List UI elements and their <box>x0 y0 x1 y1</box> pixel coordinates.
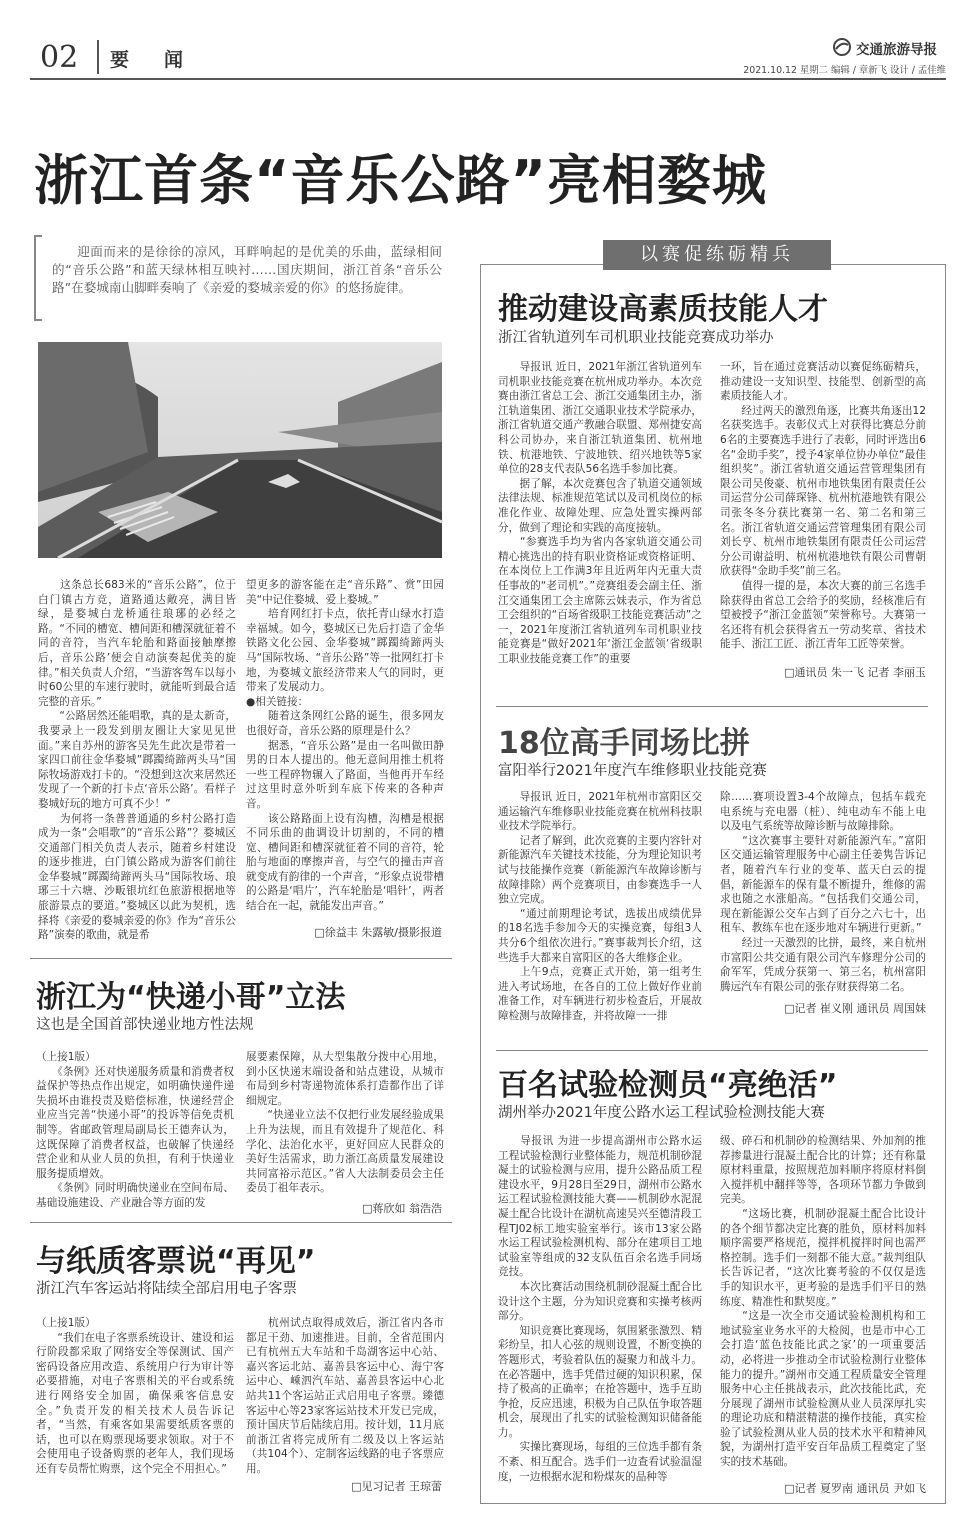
story2-column-2: 展要素保障，从大型集散分拨中心用地，到小区快递末端设备和站点建设，从城市布局到乡村寄递物流体系打造都作出了详细规定。 “快递业立法不仅把行业发展经验成果上升为法规，而且有效提升了规范化、科学化、法治化水平，更好回应人民群众的美好生活需求，助力浙江高质量发展建设共同富裕示范区。”省人大法制委员会主任委员丁祖年表示。 <box>246 1051 444 1195</box>
a1-column-2: 一环，旨在通过竞赛活动以赛促练砺精兵，推动建设一支知识型、技能型、创新型的高素质技能人才。 经过两天的激烈角逐，比赛共角逐出12名获奖选手。表彰仪式上对获得比赛总分前6名的主要赛选手进行了表彰，同时评选出6名“金助手奖”，授予4家单位协办单位“最佳组织奖”。浙江省轨道交通运营管理集团有限公司吴俊豪、杭州市地铁集团有限责任公司运营分公司薛琛锋、杭州杭港地铁有限公司张冬冬分获比赛第一名、第二名和第三名。浙江省轨道交通运营管理集团有限公司刘长亨、杭州市地铁集团有限责任公司运营分公司谢益明、杭州杭港地铁有限公司曹朝欣获得“金助手奖”前三名。 值得一提的是，本次大赛的前三名选手除获得由省总工会给予的奖励，经核准后有望被授予“浙江金蓝领”荣誉称号。大赛第一名还将有机会获得省五一劳动奖章、省技术能手、浙江工匠、浙江青年工匠等荣誉。 <box>720 361 926 651</box>
a3-column-1: 导报讯 为进一步提高湖州市公路水运工程试验检测行业整体能力，规范机制砂混凝土的试验检测与应用，提升公路品质工程建设水平，9月28日至29日，湖州市公路水运工程试验检测技能大赛——机制砂水泥混凝土配合比设计在湖杭高速吴兴至德清段工程TJ02标工地实验室举行。该市13家公路水运工程试验检测机构、部分在建项目工地试验室等组成的32支队伍百余名选手同场竞技。 本次比赛活动围绕机制砂混凝土配合比设计这个主题，分为知识竞赛和实操考核两部分。 知识竞赛比赛现场，氛围紧张激烈、精彩纷呈，扣人心弦的规则设置，不断变换的答题形式，考验着队伍的凝聚力和战斗力。在必答题中，选手凭借过硬的知识积累，保持了极高的正确率；在抢答题中，选手互助争抢，反应迅速，积极为自己队伍争取答题机会，展现出了扎实的试验检测知识储备能力。 实操比赛现场，每组的三位选手都有条不紊、相互配合。选手们一边查看试验温湿度，一边根据水泥和粉煤灰的品种等 <box>498 1135 702 1483</box>
story2-title: 浙江为“快递小哥”立法 <box>36 980 346 1015</box>
story1-title: 浙江首条“音乐公路”亮相婺城 <box>34 149 767 212</box>
a2-credit: □记者 崔义刚 通讯员 周国妹 <box>784 1002 926 1015</box>
section-name: 要 闻 <box>110 49 192 71</box>
page-number: 02 <box>40 40 79 75</box>
story2-column-1: （上接1版） 《条例》还对快递服务质量和消费者权益保护等热点作出规定，如明确快递件递失损坏由谁投责及赔偿标准，快递经营企业应当完善“快递小哥”的投诉等信免责机制等。省邮政管理局副局长王德奔认为，这既保障了消费者权益，也破解了快递经营企业和从业人员的负担，有利于快递业服务提质增效。 《条例》同时明确快递业在空间布局、基础设施建设、产业融合等方面的发 <box>36 1051 234 1209</box>
panel-banner-text: 以赛促练砺精兵 <box>640 244 794 265</box>
header-rule <box>30 78 946 80</box>
story1-column-2: 望更多的游客能在走“音乐路”、赏”田园美“中记住婺城、爱上婺城。” 培育网红打卡点，依托青山绿水打造幸福城。如今，婺城区已先后打造了金华铁路文化公园、金华婺城”踯躅绮蹄两头马“国际牧场、“音乐公路”等一批网红打卡地，为婺城文旅经济带来人气的同时，更带来了发展动力。 ●相关链接： 随着这条网红公路的诞生，很多网友也很好奇，音乐公路的原理是什么？ 据悉，“音乐公路”是由一名叫做田静男的日本人提出的。他无意间用推土机将一些工程碎物辗入了路面，当他再开车经过这里时意外听到车底下传来的各种声音。 该公路路面上设有沟槽，沟槽是根据不同乐曲的曲调设计切割的，不同的槽宽、槽间距和槽深就征着不同的音符，轮胎与地面的摩擦声音，与空气的撞击声音就变成有韵律的一个声音，“形象点说带槽的公路是‘唱片’，汽车轮胎是‘唱针’，两者结合在一起，就能发出声音。” <box>246 579 444 913</box>
a3-column-2: 级、碎石和机制砂的检测结果、外加剂的推荐掺量进行混凝土配合比的计算；还有称量原材料重量，按照规范加料顺序将原材料倒入搅拌机中翻拌等等，各项环节都力争做到完美。 “这场比赛，机制砂混凝土配合比设计的各个细节都决定比赛的胜负，原材料加料顺序需要严格规范，搅拌机搅拌时间也需严格控制。选手们一刻都不能大意。”裁判组队长告诉记者，“这次比赛考验的不仅仅是选手的知识水平，更考验的是选手们平日的熟练度、精准性和默契度。” “这是一次全市交通试验检测机构和工地试验室业务水平的大检阅，也是市中心工会打造‘蓝色技能比武之家’的一项重要活动，必将进一步推动全市试验检测行业整体能力的提升。”湖州市交通工程质量安全管理服务中心主任挑战表示，此次技能比武，充分展现了湖州市试验检测从业人员深厚扎实的理论功底和精湛精湛的操作技能，真实检验了试验检测从业人员的技术水平和精神风貌，为湖州打造平安百年品质工程奠定了坚实的技术基础。 <box>720 1135 926 1469</box>
paper-logo <box>832 37 942 59</box>
a1-column-1: 导报讯 近日，2021年浙江省轨道列车司机职业技能竞赛在杭州成功举办。本次竞赛由浙江省总工会、浙江交通集团主办，浙江轨道集团、浙江交通职业技术学院承办，浙江省轨道交通产教融合联盟、郑州捷安高科公司协办，来自浙江轨道集团、杭州地铁、杭港地铁、宁波地铁、绍兴地铁等5家单位的28支代表队56名选手参加比赛。 据了解，本次竞赛包含了轨道交通领域法律法规、标准规范笔试以及司机岗位的标准化作业、故障处理、应急处置实操两部分，做到了理论和实践的高度接轨。 “参赛选手均为省内各家轨道交通公司精心挑选出的持有职业资格证或资格证明、在本岗位上工作满3年且近两年内无重大责任事故的“老司机”。”竞赛组委会副主任、浙江交通集团工会主席陈云妹表示，作为省总工会组织的“百场省级职工技能竞赛活动”之一，2021年度浙江省轨道列车司机职业技能竞赛是“做好2021年‘浙江金蓝领’省级职工职业技能竞赛工作”的重要 <box>498 361 702 665</box>
story3-column-1: （上接1版） “我们在电子客票系统设计、建设和运行阶段都采取了网络安全等保测试、国产密码设备应用改造、系统用户行为审计等必要措施，对电子客票相关的平台或系统进行网络安全加固，确保乘客信息安全。”负责开发的相关技术人员告诉记者，“当然，有乘客如果需要纸质客票的话，也可以在购票现场要求领取。对于不会使用电子设备购票的老年人，我们现场还有专员帮忙购票，这个完全不用担心。” <box>36 1317 234 1475</box>
story2-top-rule <box>30 958 452 959</box>
a1-subtitle: 浙江省轨道列车司机职业技能竞赛成功举办 <box>498 330 774 346</box>
a2-column-1: 导报讯 近日，2021年杭州市富阳区交通运输汽车维修职业技能竞赛在杭州科技职业技术学院举行。 记者了解到，此次竞赛的主要内容针对新能源汽车关键技术技能，分为理论知识考试与技能操作竞赛（新能源汽车故障诊断与故障排除）两个竞赛项目，由参赛选手一人独立完成。 “通过前期理论考试，选拔出成绩优异的18名选手参加今天的实操竞赛，每组3人共分6个组依次进行。”赛事裁判长介绍，这些选手大都来自富阳区的各大维修企业。 上午9点，竞赛正式开始，第一组考生进入考试场地，在各自的工位上做好作业前准备工作，对车辆进行初步检查后，开展故障检测与故障排查，并将故障一一排 <box>498 791 702 1022</box>
a2-column-2: 除……赛项设置3-4个故障点，包括车载充电系统与充电器（桩）、纯电动车不能上电以及电气系统等故障诊断与故障排除。 “这次赛事主要针对新能源汽车。”富阳区交通运输管理服务中心副主任姜隽告诉记者，随着汽车行业的变革、蓝天白云的提倡，新能源车的保有量不断提升，维修的需求也随之水涨船高。“包括我们交通公司，现在新能源公交车占到了百分之六七十，出租车、教练车也在逐步地对车辆进行更新。” 经过一天激烈的比拼，最终，来自杭州市富阳公共交通有限公司汽车修理分公司的俞军军，凭成分获第一、第三名，杭州富阳腾远汽车有限公司的张存财获得第二名。 <box>720 791 926 993</box>
a3-title: 百名试验检测员“亮绝活” <box>498 1068 838 1103</box>
story1-credit: □徐益丰 朱露敏/摄影报道 <box>314 926 442 939</box>
paper-name: 交通旅游导报 <box>856 42 937 58</box>
a1-title: 推动建设高素质技能人才 <box>498 292 828 327</box>
road-photo <box>38 342 442 558</box>
a2-top-rule <box>496 706 928 707</box>
story3-subtitle: 浙江汽车客运站将陆续全部启用电子客票 <box>36 1281 297 1297</box>
story3-title: 与纸质客票说“再见” <box>36 1244 316 1279</box>
story2-subtitle: 这也是全国首部快递业地方性法规 <box>36 1017 254 1033</box>
a2-subtitle: 富阳举行2021年度汽车维修职业技能竞赛 <box>498 763 767 779</box>
story1-lead: 迎面而来的是徐徐的凉风，耳畔响起的是优美的乐曲，蓝绿相间的“音乐公路”和蓝天绿林相互映衬……国庆期间，浙江首条“音乐公路”在婺城南山脚畔奏响了《亲爱的婺城亲爱的你》的悠扬旋律。 <box>52 244 442 295</box>
lead-bracket <box>34 235 42 321</box>
story3-top-rule <box>30 1222 452 1223</box>
a2-title: 18位高手同场比拼 <box>498 726 750 761</box>
a3-credit: □记者 夏罗南 通讯员 尹如飞 <box>784 1482 926 1495</box>
a1-credit: □通讯员 朱一飞 记者 李丽玉 <box>784 666 926 679</box>
story3-credit: □见习记者 王琼蕾 <box>351 1480 442 1493</box>
story2-credit: □蒋欣如 翁浩浩 <box>362 1202 442 1215</box>
story1-column-1: 这条总长683米的“音乐公路”，位于白门镇古方竞，道路通达敞亮，满目皆绿，是婺城白龙桥通往琅琊的必经之路。“不同的槽宽、槽间距和槽深就征着不同的音符，当汽车轮胎和路面接触摩擦后，音乐公路’便会自动演奏起优美的旋律。”相关负责人介绍，“当游客驾车以每小时60公里的车速行驶时，就能听到最合适完整的音乐。” “公路居然还能唱歌，真的是太新奇，我要录上一段发到朋友圈让大家见见世面。”来自苏州的游客吴先生此次是带着一家四口前往金华婺城”踯躅绮蹄两头马“国际牧场游戏打卡的。“没想到这次来居然还发现了一个新的打卡点‘音乐公路’。看样子婺城好玩的地方可真不少！” 为何将一条普普通通的乡村公路打造成为一条“会唱歌”的“音乐公路”？婺城区交通部门相关负责人表示，随着乡村建设的逐步推进，白门镇公路成为游客们前往金华婺城”踯躅绮蹄两头马“国际牧场、琅琊三十六塘、沙畈银坑红色旅游根据地等旅游景点的要道。”婺城区以此为契机，选择将《亲爱的婺城亲爱的你》作为“音乐公路”演奏的歌曲，就是希 <box>38 579 236 942</box>
header-divider <box>97 40 99 74</box>
panel-banner <box>603 240 831 270</box>
a3-subtitle: 湖州举办2021年度公路水运工程试验检测技能大赛 <box>498 1105 825 1121</box>
a3-top-rule <box>496 1050 928 1051</box>
story3-column-2: 杭州试点取得成效后，浙江省内各市都足干劲、加速推进。目前，全省范围内已有杭州五大车站和千岛湖客运中心站、嘉兴客运北站、嘉善县客运中心、海宁客运中心、嵊泗汽车站、嘉善县客运中心北站共11个客运站正式启用电子客票。臻德客运中心等23家客运站技术开发已完成，预计国庆节后陆续启用。按计划，11月底前浙江省将完成所有二级及以上客运站（共104个）、定制客运线路的电子客票应用。 <box>246 1317 444 1475</box>
paper-logo-icon <box>832 37 852 57</box>
dateline: 2021.10.12 星期二 编辑 / 章新飞 设计 / 孟佳维 <box>743 65 946 76</box>
